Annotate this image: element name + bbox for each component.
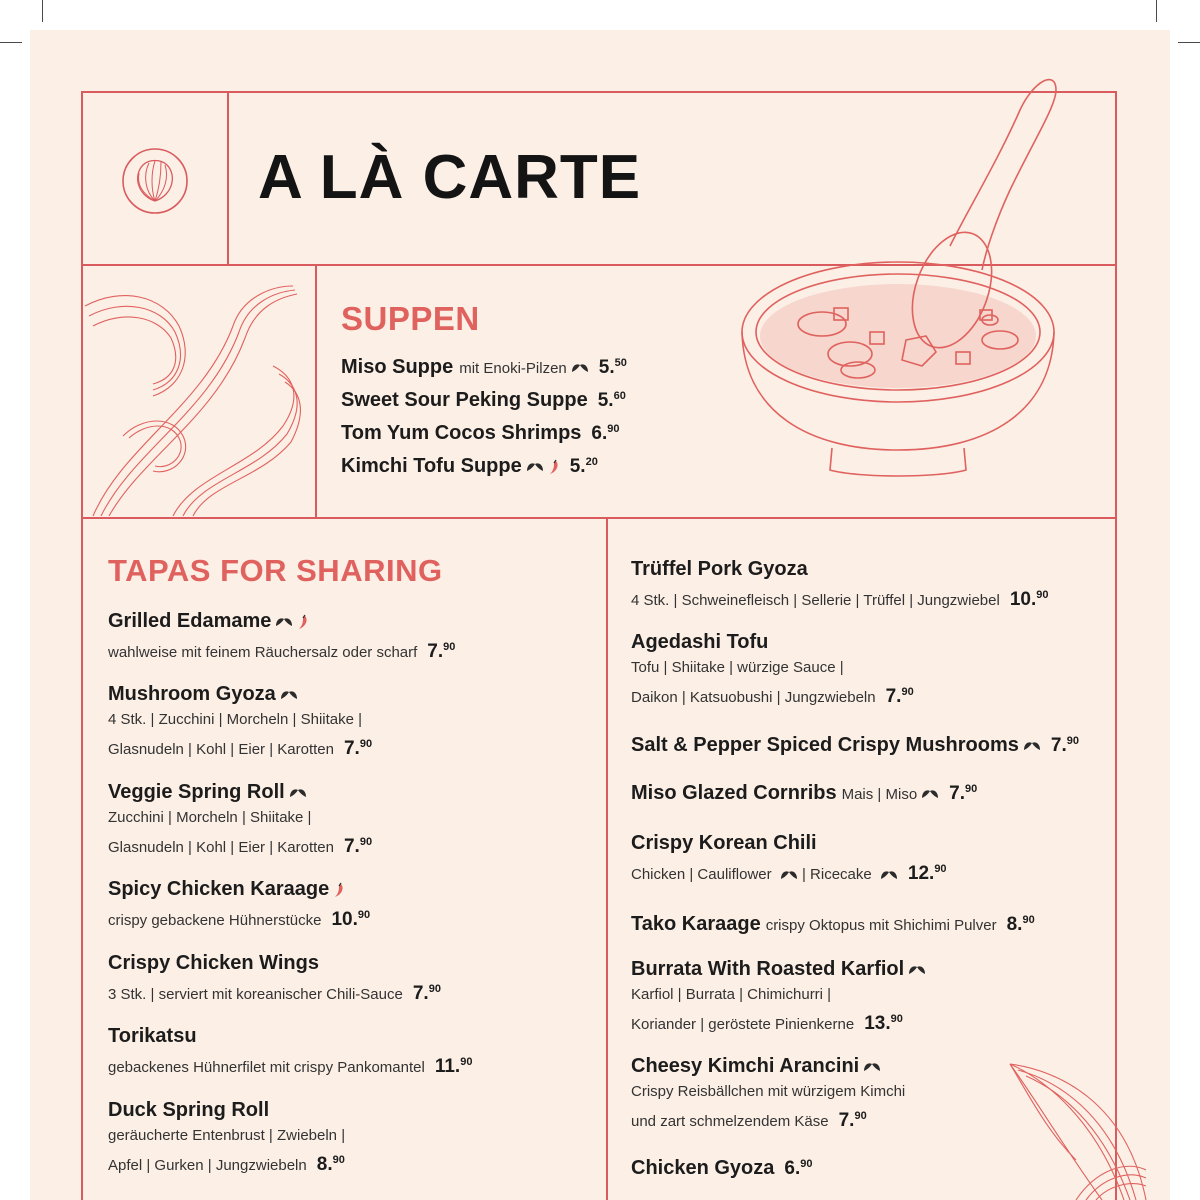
menu-item-name: Agedashi Tofu bbox=[631, 631, 769, 653]
price-cents: 60 bbox=[613, 390, 626, 402]
menu-item bbox=[631, 556, 1101, 613]
menu-item-description bbox=[108, 732, 578, 762]
menu-item-description bbox=[631, 656, 1101, 680]
menu-item-description-text: crispy gebackene Hühnerstücke bbox=[108, 912, 322, 929]
price bbox=[886, 686, 914, 707]
price bbox=[784, 1158, 812, 1179]
frame-right-line bbox=[1115, 91, 1117, 1200]
menu-item-description bbox=[108, 708, 578, 732]
menu-item-title-row bbox=[108, 608, 578, 635]
menu-item-description-text: Glasnudeln | Kohl | Eier | Karotten bbox=[108, 839, 334, 856]
menu-item-title-row bbox=[108, 779, 578, 806]
leaf-icon bbox=[289, 787, 307, 799]
price-main: 7. bbox=[427, 641, 444, 662]
menu-item-description-text: Apfel | Gurken | Jungzwiebeln bbox=[108, 1157, 307, 1174]
soup-item bbox=[341, 389, 627, 422]
price-cents: 90 bbox=[428, 983, 441, 995]
price bbox=[435, 1056, 473, 1077]
price-main: 5. bbox=[569, 456, 586, 477]
menu-item-description-text: 4 Stk. | Zucchini | Morcheln | Shiitake | bbox=[108, 711, 363, 728]
price-main: 7. bbox=[1050, 735, 1067, 756]
soup-list bbox=[341, 356, 627, 488]
soup-name: Miso Suppe bbox=[341, 356, 454, 378]
price-main: 8. bbox=[1006, 914, 1023, 935]
price bbox=[599, 357, 627, 378]
price bbox=[1007, 914, 1035, 935]
price-cents: 90 bbox=[460, 1056, 473, 1068]
price-cents: 90 bbox=[359, 738, 373, 750]
price-main: 7. bbox=[949, 783, 966, 804]
menu-item bbox=[108, 608, 578, 665]
menu-item-name: Torikatsu bbox=[108, 1025, 197, 1047]
price bbox=[908, 863, 947, 884]
menu-item-name: Trüffel Pork Gyoza bbox=[631, 558, 808, 580]
price bbox=[864, 1013, 903, 1034]
menu-item-description-text: Glasnudeln | Kohl | Eier | Karotten bbox=[108, 741, 334, 758]
menu-item-description-text: Koriander | geröstete Pinienkerne bbox=[631, 1016, 855, 1033]
menu-item-title-row bbox=[631, 629, 1101, 656]
price bbox=[427, 641, 455, 662]
price-main: 12. bbox=[907, 863, 935, 884]
price-main: 7. bbox=[838, 1110, 855, 1131]
menu-item-description-text: wahlweise mit feinem Räuchersalz oder scharf bbox=[108, 644, 418, 661]
menu-item-description-text: Daikon | Katsuobushi | Jungzwiebeln bbox=[631, 689, 876, 706]
price-cents: 90 bbox=[965, 783, 978, 795]
flower-illustration bbox=[83, 266, 315, 518]
price bbox=[1051, 735, 1079, 756]
price-cents: 90 bbox=[443, 641, 456, 653]
leaf-icon bbox=[780, 869, 798, 881]
tapas-heading: TAPAS FOR SHARING bbox=[108, 553, 443, 588]
menu-item-name: Salt & Pepper Spiced Crispy Mushrooms bbox=[631, 734, 1019, 756]
price-cents: 90 bbox=[1066, 735, 1079, 747]
menu-item-name: Burrata With Roasted Karfiol bbox=[631, 958, 905, 980]
menu-item-description-text: 3 Stk. | serviert mit koreanischer Chili-Sauce bbox=[108, 986, 403, 1003]
price-cents: 90 bbox=[854, 1110, 867, 1122]
menu-item-description bbox=[108, 806, 578, 830]
price bbox=[570, 456, 598, 477]
menu-item-name: Mushroom Gyoza bbox=[108, 683, 276, 705]
menu-item bbox=[108, 681, 578, 762]
crop-mark bbox=[0, 42, 22, 43]
menu-item bbox=[631, 629, 1101, 710]
menu-item-inline-desc: Mais | Miso bbox=[841, 786, 918, 803]
price-main: 7. bbox=[412, 983, 429, 1004]
page-title: A LÀ CARTE bbox=[258, 143, 642, 212]
price-main: 5. bbox=[597, 390, 614, 411]
price bbox=[949, 783, 977, 804]
soup-cell-divider bbox=[315, 264, 317, 519]
price-cents: 50 bbox=[614, 357, 627, 369]
leaf-icon bbox=[280, 689, 298, 701]
menu-item-name: Spicy Chicken Karaage bbox=[108, 878, 330, 900]
menu-item-title-row bbox=[631, 728, 1101, 759]
menu-item-title-row bbox=[108, 1097, 578, 1124]
price bbox=[839, 1110, 867, 1131]
menu-item-title-row bbox=[631, 556, 1101, 583]
price-cents: 90 bbox=[359, 836, 373, 848]
menu-item-description-text: und zart schmelzendem Käse bbox=[631, 1113, 829, 1130]
price bbox=[317, 1154, 345, 1175]
menu-item-description bbox=[108, 1124, 578, 1148]
shell-logo-icon bbox=[121, 147, 189, 215]
menu-item-description bbox=[108, 830, 578, 860]
menu-item-description-text: Crispy Reisbällchen mit würzigem Kimchi bbox=[631, 1083, 906, 1100]
price-cents: 90 bbox=[890, 1013, 903, 1025]
leaf-icon bbox=[275, 616, 293, 628]
menu-item-description bbox=[631, 1007, 1101, 1037]
menu-item bbox=[631, 776, 1101, 808]
menu-item-description-text: gebackenes Hühnerfilet mit crispy Pankomantel bbox=[108, 1059, 425, 1076]
menu-item-description bbox=[108, 635, 578, 665]
menu-item-description: Chicken | Cauliflower | Ricecake 12.90 bbox=[631, 863, 947, 884]
crop-mark bbox=[1178, 42, 1200, 43]
chili-icon bbox=[548, 459, 560, 475]
price-main: 10. bbox=[1009, 589, 1037, 610]
price-main: 5. bbox=[598, 357, 615, 378]
price-cents: 90 bbox=[901, 686, 914, 698]
menu-item bbox=[631, 830, 1101, 887]
menu-item-description bbox=[108, 1148, 578, 1178]
menu-item-name: Duck Spring Roll bbox=[108, 1099, 270, 1121]
menu-item-description bbox=[631, 983, 1101, 1007]
menu-item bbox=[631, 728, 1101, 759]
menu-item-name: Crispy Korean Chili bbox=[631, 832, 817, 854]
menu-item-title-row bbox=[108, 1023, 578, 1050]
price bbox=[331, 909, 370, 930]
menu-item bbox=[108, 779, 578, 860]
menu-item-description-text: geräucherte Entenbrust | Zwiebeln | bbox=[108, 1127, 346, 1144]
leaf-icon bbox=[908, 964, 926, 976]
menu-item-name: Chicken Gyoza bbox=[631, 1157, 775, 1179]
menu-item-name: Tako Karaage bbox=[631, 913, 761, 935]
menu-item-description bbox=[631, 680, 1101, 710]
soup-item bbox=[341, 455, 627, 488]
menu-item-title-row bbox=[631, 907, 1101, 939]
price-cents: 90 bbox=[332, 1154, 345, 1166]
menu-item bbox=[108, 1097, 578, 1178]
menu-item bbox=[108, 950, 578, 1007]
soup-item bbox=[341, 422, 627, 455]
price bbox=[344, 738, 372, 759]
menu-item-title-row bbox=[108, 950, 578, 977]
menu-item-description-text: Tofu | Shiitake | würzige Sauce | bbox=[631, 659, 844, 676]
leaf-icon bbox=[921, 788, 939, 800]
menu-item bbox=[108, 876, 578, 933]
soup-heading: SUPPEN bbox=[341, 300, 480, 337]
price-main: 11. bbox=[434, 1056, 461, 1077]
price-main: 10. bbox=[331, 909, 358, 930]
soup-item bbox=[341, 356, 627, 389]
price-main: 6. bbox=[784, 1158, 801, 1179]
soup-name: Tom Yum Cocos Shrimps bbox=[341, 422, 582, 444]
menu-item-title-row bbox=[631, 956, 1101, 983]
price-cents: 90 bbox=[1036, 589, 1049, 601]
price-main: 7. bbox=[343, 738, 360, 759]
menu-item bbox=[108, 1023, 578, 1080]
menu-item-name: Cheesy Kimchi Arancini bbox=[631, 1055, 860, 1077]
leaf-icon bbox=[571, 362, 589, 374]
menu-item bbox=[631, 956, 1101, 1037]
menu-item-description-text: 4 Stk. | Schweinefleisch | Sellerie | Trüffel | Jungzwiebel bbox=[631, 592, 1000, 609]
menu-item-description bbox=[108, 977, 578, 1007]
leaf-icon bbox=[863, 1061, 881, 1073]
menu-item bbox=[631, 907, 1101, 939]
frame-left-line bbox=[81, 91, 83, 1200]
price bbox=[591, 423, 619, 444]
menu-item-inline-desc: crispy Oktopus mit Shichimi Pulver bbox=[765, 917, 997, 934]
menu-item-title-row bbox=[631, 776, 1101, 808]
crop-mark bbox=[1156, 0, 1157, 22]
price bbox=[344, 836, 372, 857]
menu-item-description bbox=[108, 1050, 578, 1080]
price-main: 7. bbox=[343, 836, 360, 857]
logo-cell-divider bbox=[227, 91, 229, 266]
price-cents: 90 bbox=[357, 909, 371, 921]
soup-bowl-illustration bbox=[738, 40, 1058, 480]
price-cents: 90 bbox=[607, 423, 620, 435]
price-cents: 90 bbox=[934, 863, 947, 875]
menu-item-title-row bbox=[631, 830, 1101, 857]
leaf-icon bbox=[1023, 740, 1041, 752]
tapas-column-divider bbox=[606, 517, 608, 1200]
price-cents: 90 bbox=[800, 1158, 813, 1170]
soup-name: Kimchi Tofu Suppe bbox=[341, 455, 522, 477]
petal-illustration bbox=[1006, 1060, 1156, 1200]
price bbox=[598, 390, 626, 411]
price-main: 6. bbox=[591, 423, 608, 444]
menu-item-name: Veggie Spring Roll bbox=[108, 781, 285, 803]
price-main: 7. bbox=[885, 686, 902, 707]
leaf-icon bbox=[880, 869, 898, 881]
menu-item-description-text: Zucchini | Morcheln | Shiitake | bbox=[108, 809, 312, 826]
price-main: 8. bbox=[316, 1154, 333, 1175]
price bbox=[1010, 589, 1049, 610]
menu-item-title-row bbox=[108, 681, 578, 708]
chili-icon bbox=[297, 614, 309, 630]
menu-item-name: Grilled Edamame bbox=[108, 610, 272, 632]
menu-item-description bbox=[108, 903, 578, 933]
menu-item-name: Crispy Chicken Wings bbox=[108, 952, 319, 974]
price-cents: 20 bbox=[585, 456, 598, 468]
chili-icon bbox=[333, 882, 345, 898]
leaf-icon bbox=[526, 461, 544, 473]
price-cents: 90 bbox=[1022, 914, 1035, 926]
menu-item-description-text: Karfiol | Burrata | Chimichurri | bbox=[631, 986, 832, 1003]
menu-item-title-row bbox=[108, 876, 578, 903]
soup-name: Sweet Sour Peking Suppe bbox=[341, 389, 588, 411]
menu-item-description bbox=[631, 583, 1101, 613]
menu-item-name: Miso Glazed Cornribs bbox=[631, 782, 837, 804]
price bbox=[413, 983, 441, 1004]
crop-mark bbox=[42, 0, 43, 22]
price-main: 13. bbox=[864, 1013, 891, 1034]
soup-desc: mit Enoki-Pilzen bbox=[459, 360, 567, 377]
